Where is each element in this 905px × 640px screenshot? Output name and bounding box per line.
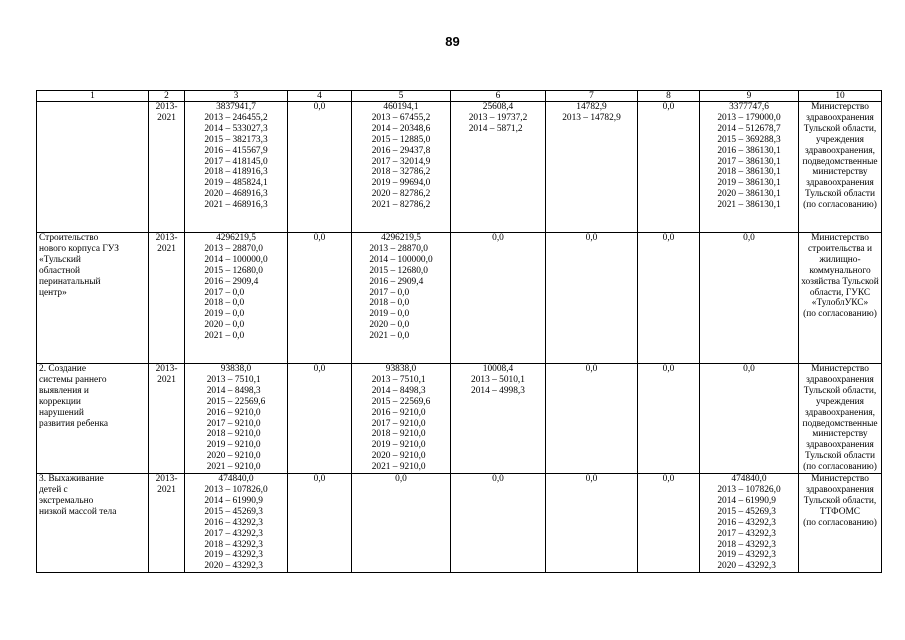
cell-line: 2019 – 99694,0 [371,178,431,189]
cell-line: 460194,1 [383,102,419,112]
cell-line: 2017 – 43292,3 [204,528,263,539]
cell-line: 0,0 [313,364,326,374]
header-col: 6 [451,91,546,102]
total-cell [185,474,288,573]
cell-line: Министерство [811,474,869,485]
cell-line: 0,0 [313,233,326,243]
cell-line: учреждения [815,396,864,407]
cell-line: 2018 – 43292,3 [204,539,263,550]
table-header-row [37,91,882,102]
cell-line: 2014 – 61990,9 [717,495,776,506]
cell-line: 0,0 [585,364,598,374]
cell-line: 2013 – 179000,0 [717,112,781,123]
cell-line: 2017 – 0,0 [369,287,410,298]
cell-line: области, ГУКС [809,287,871,298]
cell-line: 2017 – 32014,9 [371,156,431,167]
cell-line: коррекции [39,396,81,407]
cell-line: Тульской области [804,189,876,200]
cell-line: учреждения [815,134,864,145]
cell-line: 0,0 [662,364,675,374]
cell-line: 0,0 [743,233,755,243]
cell-line: 2021 [157,484,176,495]
cell-line: 2018 – 0,0 [204,298,245,309]
cell-line: 2013- [155,102,178,112]
cell-line: (по согласованию) [803,462,877,473]
cell-line: здравоохранения, [804,145,876,156]
cell-line: подведомственные [802,156,878,167]
cell-line: 14782,9 [576,102,607,112]
cell-line: 0,0 [313,474,326,485]
cell-line: 2021 – 9210,0 [371,462,426,473]
header-col: 9 [700,91,799,102]
header-col: 2 [149,91,185,102]
cell-line: 0,0 [662,233,675,243]
period-cell [149,364,185,474]
cell-line: 2014 – 61990,9 [204,495,263,506]
cell-line: 2021 – 0,0 [369,331,410,342]
cell-line: 2017 – 9210,0 [371,418,426,429]
cell-line: 2015 – 382173,3 [204,134,268,145]
col9-cell [700,102,799,233]
regional-budget-cell [352,102,451,233]
cell-line: 2017 – 418145,0 [204,156,268,167]
cell-line: Министерство [811,102,869,112]
cell-line: 2018 – 9210,0 [371,429,426,440]
cell-line: 2014 – 8498,3 [206,385,261,396]
cell-line: 2020 – 468916,3 [204,189,268,200]
cell-line: «Тульский [39,254,81,265]
cell-line: 4296219,5 [216,233,256,243]
cell-line: 4296219,5 [381,233,421,243]
cell-line: жилищно- [819,254,861,265]
cell-line: 2014 – 8498,3 [371,385,426,396]
cell-line: коммунального [809,265,871,276]
table-row [37,102,882,233]
federal-budget-cell [288,233,352,364]
cell-line: 2014 – 5871,2 [468,123,523,134]
cell-line: 10008,4 [482,364,514,374]
total-cell [185,233,288,364]
program-table [36,90,882,573]
cell-line: 3377747,6 [729,102,769,112]
col8-cell [638,233,700,364]
col9-cell [700,233,799,364]
header-col: 3 [185,91,288,102]
cell-line: строительства и [807,243,873,254]
executor-cell [799,364,882,474]
cell-line: 2017 – 9210,0 [206,418,261,429]
cell-line: 2013 – 28870,0 [369,243,428,254]
header-col: 1 [37,91,149,102]
cell-line: 25608,4 [482,102,514,112]
cell-line: системы раннего [39,374,107,385]
page-number: 89 [445,34,460,49]
measure-name-cell [37,364,149,474]
cell-line: 2021 [157,243,176,254]
table-row [37,474,882,573]
cell-line: 474840,0 [218,474,254,485]
cell-line: 0,0 [313,102,326,112]
executor-cell [799,233,882,364]
cell-line: «ТулоблУКС» [811,298,869,309]
total-cell [185,364,288,474]
cell-line: 2019 – 9210,0 [371,440,426,451]
measure-name-cell [37,474,149,573]
period-cell [149,474,185,573]
cell-line: 2020 – 9210,0 [206,451,261,462]
header-col: 5 [352,91,451,102]
cell-line: 2013 – 5010,1 [471,374,525,385]
header-col: 10 [799,91,882,102]
cell-line: 2018 – 386130,1 [717,167,781,178]
cell-line: 2021 [157,112,176,123]
cell-line: 2013- [155,474,178,485]
cell-line: 2. Создание [39,364,86,374]
header-col: 7 [546,91,638,102]
period-cell [149,233,185,364]
cell-line: 2020 – 9210,0 [371,451,426,462]
cell-line: 2020 – 82786,2 [371,189,431,200]
col9-cell [700,364,799,474]
cell-line: министерству [812,429,868,440]
cell-line: 2013- [155,233,178,243]
col8-cell [638,364,700,474]
cell-line: 0,0 [662,474,675,485]
cell-line: перинатальный [39,276,101,287]
cell-line: 2018 – 32786,2 [371,167,431,178]
cell-line: хозяйства Тульской [801,276,879,287]
cell-line: 2021 [157,374,176,385]
cell-line: (по согласованию) [803,517,877,528]
cell-line: 2018 – 418916,3 [204,167,268,178]
cell-line: 2014 – 100000,0 [204,254,268,265]
col6-cell [451,233,546,364]
col7-cell [546,233,638,364]
federal-budget-cell [288,364,352,474]
cell-line: здравоохранения, [804,407,876,418]
cell-line: Тульской области, [803,495,877,506]
cell-line: 2015 – 12885,0 [371,134,431,145]
cell-line: 2016 – 2909,4 [369,276,424,287]
cell-line: 2013 – 19737,2 [468,112,528,123]
cell-line: 2019 – 0,0 [369,309,410,320]
cell-line: 2014 – 512678,7 [717,123,781,134]
cell-line: 2018 – 0,0 [369,298,410,309]
regional-budget-cell [352,364,451,474]
col9-cell [700,474,799,573]
cell-line: 2016 – 9210,0 [371,407,426,418]
cell-line: 2013 – 14782,9 [562,112,621,123]
cell-line: 2020 – 43292,3 [717,561,776,572]
cell-line: 2016 – 386130,1 [717,145,781,156]
cell-line: 2015 – 22569,6 [206,396,266,407]
table-row [37,233,882,364]
cell-line: 93838,0 [385,364,417,374]
cell-line: 2013 – 28870,0 [204,243,263,254]
cell-line: 2014 – 20348,6 [371,123,431,134]
cell-line: министерству [812,167,868,178]
cell-line: ТТФОМС [819,506,861,517]
cell-line: 2021 – 386130,1 [717,200,781,211]
cell-line: 2019 – 386130,1 [717,178,781,189]
cell-line: 2020 – 0,0 [369,320,410,331]
federal-budget-cell [288,474,352,573]
cell-line: выявления и [39,385,89,396]
cell-line: здравоохранения [806,440,874,451]
cell-line: 2015 – 12680,0 [204,265,263,276]
cell-line: (по согласованию) [803,309,877,320]
cell-line: 2016 – 9210,0 [206,407,261,418]
regional-budget-cell [352,474,451,573]
cell-line: 2018 – 9210,0 [206,429,261,440]
cell-line: 2017 – 386130,1 [717,156,781,167]
cell-line: 2013 – 7510,1 [206,374,261,385]
cell-line: 2013 – 7510,1 [371,374,426,385]
cell-line: центр» [39,287,67,298]
cell-line: 2017 – 43292,3 [717,528,776,539]
cell-line: 2016 – 43292,3 [717,517,776,528]
col6-cell [451,364,546,474]
cell-line: Министерство [811,364,869,374]
cell-line: Тульской области, [803,385,877,396]
cell-line: Министерство [811,233,869,243]
cell-line: Тульской области [804,451,876,462]
header-col: 8 [638,91,700,102]
cell-line: 2015 – 369288,3 [717,134,781,145]
cell-line: 2015 – 12680,0 [369,265,428,276]
cell-line: (по согласованию) [803,200,877,211]
cell-line: 2020 – 43292,3 [204,561,263,572]
cell-line: 3. Выхаживание [39,474,104,485]
cell-line: 2016 – 415567,9 [204,145,268,156]
col7-cell [546,102,638,233]
cell-line: экстремально [39,495,94,506]
cell-line: 2016 – 43292,3 [204,517,263,528]
col8-cell [638,102,700,233]
cell-line: 474840,0 [731,474,767,485]
col7-cell [546,364,638,474]
cell-line: нарушений [39,407,84,418]
cell-line: 2013- [155,364,178,374]
cell-line: 2021 – 9210,0 [206,462,261,473]
header-col: 4 [288,91,352,102]
cell-line: подведомственные [802,418,878,429]
cell-line: здравоохранения [806,374,874,385]
cell-line: здравоохранения [806,112,874,123]
cell-line: 2013 – 67455,2 [371,112,431,123]
executor-cell [799,102,882,233]
cell-line: 2015 – 22569,6 [371,396,431,407]
cell-line: 2019 – 0,0 [204,309,245,320]
col6-cell [451,102,546,233]
cell-line: 2019 – 43292,3 [717,550,776,561]
cell-line: 2016 – 29437,8 [371,145,431,156]
cell-line: 2017 – 0,0 [204,287,245,298]
executor-cell [799,474,882,573]
cell-line: 0,0 [492,233,504,243]
cell-line: 2019 – 43292,3 [204,550,263,561]
measure-name-cell [37,233,149,364]
cell-line: 2021 – 468916,3 [204,200,268,211]
cell-line: 0,0 [585,474,598,485]
cell-line: развития ребенка [39,418,109,429]
cell-line: 2014 – 100000,0 [369,254,433,265]
total-cell [185,102,288,233]
cell-line: 2014 – 4998,3 [471,385,525,396]
cell-line: 0,0 [585,233,598,243]
regional-budget-cell [352,233,451,364]
cell-line: 0,0 [492,474,504,485]
cell-line: здравоохранения [806,178,874,189]
cell-line: здравоохранения [806,484,874,495]
cell-line: 0,0 [662,102,675,112]
cell-line: 2013 – 107826,0 [204,484,268,495]
cell-line: 2015 – 45269,3 [717,506,776,517]
col6-cell [451,474,546,573]
cell-line: 2021 – 82786,2 [371,200,431,211]
cell-line: областной [39,265,81,276]
cell-line: 2015 – 45269,3 [204,506,263,517]
cell-line: 2016 – 2909,4 [204,276,259,287]
cell-line: 2013 – 246455,2 [204,112,268,123]
col7-cell [546,474,638,573]
cell-line: 2019 – 9210,0 [206,440,261,451]
cell-line: 2020 – 0,0 [204,320,245,331]
cell-line: Тульской области, [803,123,877,134]
cell-line: 2021 – 0,0 [204,331,245,342]
cell-line: 2014 – 533027,3 [204,123,268,134]
table-row [37,364,882,474]
cell-line: 2018 – 43292,3 [717,539,776,550]
cell-line: 93838,0 [220,364,252,374]
cell-line: 2019 – 485824,1 [204,178,268,189]
cell-line: 2013 – 107826,0 [717,484,781,495]
cell-line: 3837941,7 [216,102,256,112]
cell-line: низкой массой тела [39,506,117,517]
cell-line: нового корпуса ГУЗ [39,243,119,254]
cell-line: Строительство [39,233,99,243]
federal-budget-cell [288,102,352,233]
cell-line: 0,0 [743,364,755,374]
cell-line: детей с [39,484,68,495]
cell-line: 2020 – 386130,1 [717,189,781,200]
cell-line: 0,0 [395,474,407,485]
measure-name-cell [37,102,149,233]
period-cell [149,102,185,233]
col8-cell [638,474,700,573]
